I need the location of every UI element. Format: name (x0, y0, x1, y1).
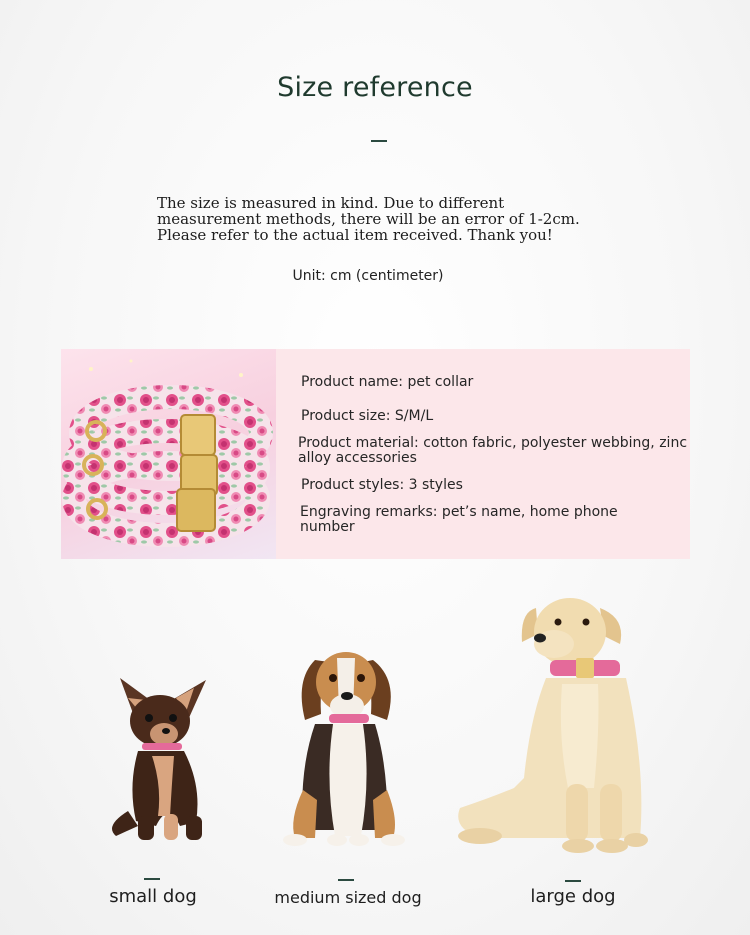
beagle-icon (275, 640, 413, 852)
product-size: Product size: S/M/L (301, 408, 434, 424)
engraving-line1: Engraving remarks: pet’s name, home phone (300, 504, 618, 520)
large-dog-divider (565, 880, 581, 882)
disclaimer-line: Please refer to the actual item received. Thank you! (157, 226, 553, 244)
size-disclaimer (157, 195, 617, 243)
medium-dog-label: medium sized dog (274, 888, 422, 907)
product-styles: Product styles: 3 styles (301, 477, 463, 493)
product-name: Product name: pet collar (301, 374, 474, 390)
chihuahua-icon (98, 676, 214, 846)
engraving-line2: number (300, 519, 355, 535)
unit-note: Unit: cm (centimeter) (292, 268, 444, 284)
large-dog-label: large dog (530, 886, 616, 907)
page-title: Size reference (277, 72, 473, 103)
disclaimer-line: measurement methods, there will be an error of 1-2cm. (157, 210, 580, 228)
medium-dog-divider (338, 879, 354, 881)
medium-dog-photo (275, 640, 413, 852)
floral-collar-icon (61, 349, 276, 559)
product-material-line1: Product material: cotton fabric, polyester webbing, zinc (298, 435, 688, 451)
product-info-panel (61, 349, 690, 559)
product-material-line2: alloy accessories (298, 450, 417, 466)
labrador-icon (450, 588, 650, 864)
title-divider (371, 140, 387, 142)
small-dog-label: small dog (109, 886, 197, 907)
disclaimer-line: The size is measured in kind. Due to different (157, 194, 505, 212)
product-specs (298, 375, 690, 535)
large-dog-photo (450, 588, 650, 864)
collar-product-photo (61, 349, 276, 559)
small-dog-photo (98, 676, 214, 846)
small-dog-divider (144, 878, 160, 880)
